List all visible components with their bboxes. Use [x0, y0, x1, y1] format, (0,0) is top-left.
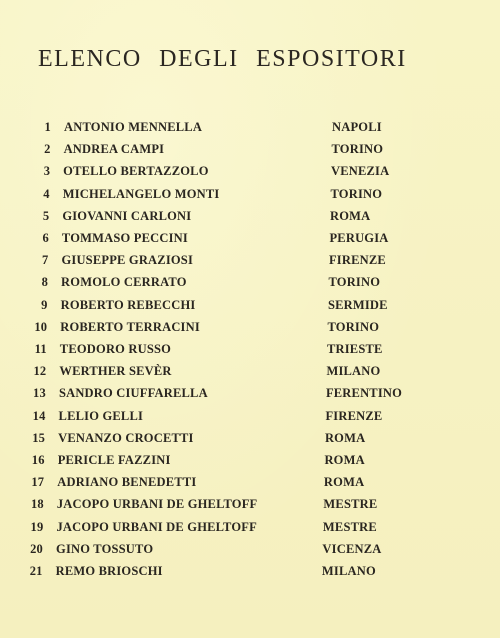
list-item — [0, 120, 500, 140]
list-item — [0, 209, 500, 229]
exhibitor-name: TOMMASO PECCINI — [61, 231, 188, 245]
exhibitor-city: ROMA — [323, 475, 365, 490]
item-number: 19 — [30, 519, 44, 534]
exhibitor-name: ROBERTO REBECCHI — [60, 297, 196, 312]
exhibitor-city: TRIESTE — [326, 342, 383, 356]
exhibitor-city: ROMA — [324, 430, 366, 445]
item-number: 5 — [42, 208, 50, 223]
exhibitor-city: MILANO — [321, 564, 376, 578]
exhibitor-city: FIRENZE — [325, 408, 383, 423]
item-number: 20 — [30, 541, 44, 556]
item-number: 12 — [33, 364, 47, 379]
list-item — [0, 564, 500, 584]
item-number: 10 — [34, 319, 48, 334]
item-number: 15 — [32, 430, 46, 445]
exhibitor-name: MICHELANGELO MONTI — [62, 186, 220, 201]
exhibitor-city: TORINO — [328, 275, 381, 290]
exhibitor-name: PERICLE FAZZINI — [57, 453, 171, 467]
page-title: ELENCO DEGLI ESPOSITORI — [38, 46, 407, 72]
exhibitor-name: LELIO GELLI — [58, 408, 144, 423]
item-number: 2 — [44, 142, 51, 157]
list-item — [0, 542, 500, 562]
list-item — [0, 475, 500, 495]
exhibitor-city: VICENZA — [322, 541, 382, 556]
exhibitor-name: VENANZO CROCETTI — [58, 430, 194, 445]
exhibitor-name: ROMOLO CERRATO — [61, 275, 187, 290]
list-item — [0, 386, 500, 406]
exhibitor-name: WERTHER SEVÈR — [59, 364, 172, 379]
exhibitor-city: VENEZIA — [330, 164, 390, 179]
item-number: 21 — [29, 564, 43, 578]
item-number: 11 — [34, 342, 47, 356]
exhibitor-name: ADRIANO BENEDETTI — [57, 475, 197, 490]
item-number: 8 — [41, 275, 49, 290]
list-item — [0, 431, 500, 451]
exhibitor-city: ROMA — [329, 208, 371, 223]
exhibitor-city: ROMA — [324, 453, 365, 467]
list-item — [0, 364, 500, 384]
exhibitor-city: TORINO — [327, 319, 380, 334]
list-item — [0, 320, 500, 340]
exhibitor-name: JACOPO URBANI DE GHELTOFF — [56, 497, 258, 512]
item-number: 7 — [42, 253, 49, 268]
item-number: 9 — [41, 297, 48, 312]
list-item — [0, 164, 500, 184]
list-item — [0, 520, 500, 540]
item-number: 3 — [43, 164, 51, 179]
exhibitor-name: TEODORO RUSSO — [59, 342, 172, 356]
exhibitor-name: OTELLO BERTAZZOLO — [63, 164, 209, 179]
exhibitor-city: SERMIDE — [327, 297, 388, 312]
item-number: 17 — [31, 475, 45, 490]
exhibitor-city: MESTRE — [322, 519, 377, 534]
exhibitor-city: FERENTINO — [325, 386, 403, 401]
exhibitor-city: MESTRE — [323, 497, 378, 512]
list-item — [0, 497, 500, 517]
item-number: 4 — [43, 186, 50, 201]
exhibitor-name: GIOVANNI CARLONI — [62, 208, 192, 223]
exhibitor-city: TORINO — [330, 186, 383, 201]
exhibitor-name: GIUSEPPE GRAZIOSI — [61, 253, 194, 268]
exhibitor-name: REMO BRIOSCHI — [55, 564, 163, 578]
exhibitor-name: SANDRO CIUFFARELLA — [58, 386, 208, 401]
exhibitor-city: FIRENZE — [328, 253, 386, 268]
item-number: 1 — [44, 120, 51, 134]
exhibitor-name: GINO TOSSUTO — [56, 541, 154, 556]
exhibitor-name: ROBERTO TERRACINI — [60, 319, 200, 334]
list-item — [0, 187, 500, 207]
exhibitor-city: PERUGIA — [329, 231, 389, 245]
exhibitor-name: ANDREA CAMPI — [63, 142, 165, 157]
item-number: 6 — [42, 231, 49, 245]
exhibitor-city: NAPOLI — [332, 120, 382, 134]
exhibitor-city: TORINO — [331, 142, 384, 157]
item-number: 13 — [33, 386, 46, 401]
item-number: 18 — [30, 497, 44, 512]
list-item — [0, 342, 500, 362]
list-item — [0, 409, 500, 429]
exhibitor-city: MILANO — [326, 364, 381, 379]
item-number: 14 — [32, 408, 46, 423]
list-item — [0, 142, 500, 162]
exhibitor-name: ANTONIO MENNELLA — [64, 120, 203, 134]
list-item — [0, 298, 500, 318]
list-item — [0, 231, 500, 251]
list-item — [0, 275, 500, 295]
item-number: 16 — [31, 453, 45, 467]
exhibitor-name: JACOPO URBANI DE GHELTOFF — [56, 519, 257, 534]
list-item — [0, 453, 500, 473]
list-item — [0, 253, 500, 273]
